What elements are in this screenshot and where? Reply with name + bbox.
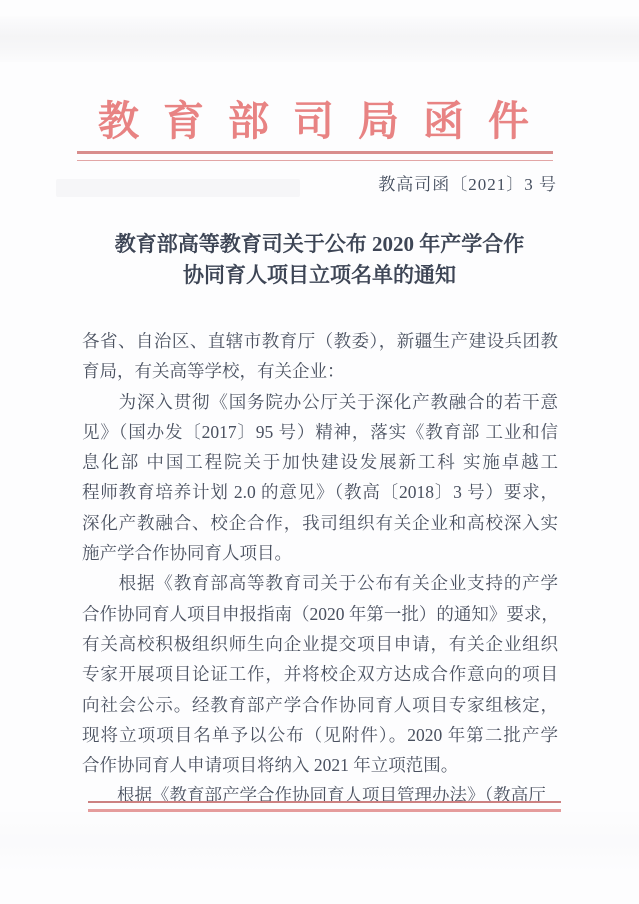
- text-line: 息化部 中国工程院关于加快建设发展新工科 实施卓越工: [82, 452, 558, 473]
- letterhead-divider-rule: [77, 151, 553, 161]
- text-line: 根据《教育部高等教育司关于公布有关企业支持的产学: [82, 573, 558, 594]
- page-bottom-rule: [88, 801, 561, 812]
- text-line: 根据《教育部产学合作协同育人项目管理办法》（教高厅: [82, 785, 546, 806]
- paragraph: [82, 568, 558, 780]
- document-number: 教高司函〔2021〕3 号: [378, 175, 557, 194]
- document-title-line1: 教育部高等教育司关于公布 2020 年产学合作: [114, 232, 525, 256]
- text-line: 为深入贯彻《国务院办公厅关于深化产教融合的若干意: [82, 391, 558, 412]
- letterhead-title: 教育部司局函件: [98, 98, 553, 144]
- text-line: 深化产教融合、校企合作，我司组织有关企业和高校深入实: [82, 512, 558, 533]
- scan-artifact-docnum-band: [56, 179, 300, 197]
- text-line: 专家开展项目论证工作，并将校企双方达成合作意向的项目: [82, 664, 558, 685]
- text-line: 现将立项项目名单予以公布（见附件）。2020 年第二批产学: [82, 724, 558, 745]
- document-body: [82, 326, 558, 811]
- paragraph: [82, 387, 558, 569]
- document-title-line2: 协同育人项目立项名单的通知: [183, 263, 456, 287]
- text-line: 有关高校积极组织师生向企业提交项目申请，有关企业组织: [82, 633, 558, 654]
- scan-artifact-top-band: [0, 16, 639, 62]
- paragraph: [82, 326, 558, 387]
- text-line: 见》（国办发〔2017〕95 号）精神，落实《教育部 工业和信: [82, 421, 558, 442]
- document-title: [40, 229, 599, 291]
- text-line: 各省、自治区、直辖市教育厅（教委），新疆生产建设兵团教: [82, 331, 558, 351]
- text-line: 合作协同育人申请项目将纳入 2021 年立项范围。: [82, 755, 459, 776]
- text-line: 育局，有关高等学校，有关企业：: [82, 361, 345, 382]
- text-line: 合作协同育人项目申报指南（2020 年第一批）的通知》要求，: [82, 603, 559, 624]
- text-line: 施产学合作协同育人项目。: [82, 543, 292, 564]
- text-line: 程师教育培养计划 2.0 的意见》（教高〔2018〕3 号）要求，: [82, 482, 558, 503]
- text-line: 向社会公示。经教育部产学合作协同育人项目专家组核定，: [82, 694, 558, 715]
- scan-artifact-bottom-band: [0, 812, 639, 872]
